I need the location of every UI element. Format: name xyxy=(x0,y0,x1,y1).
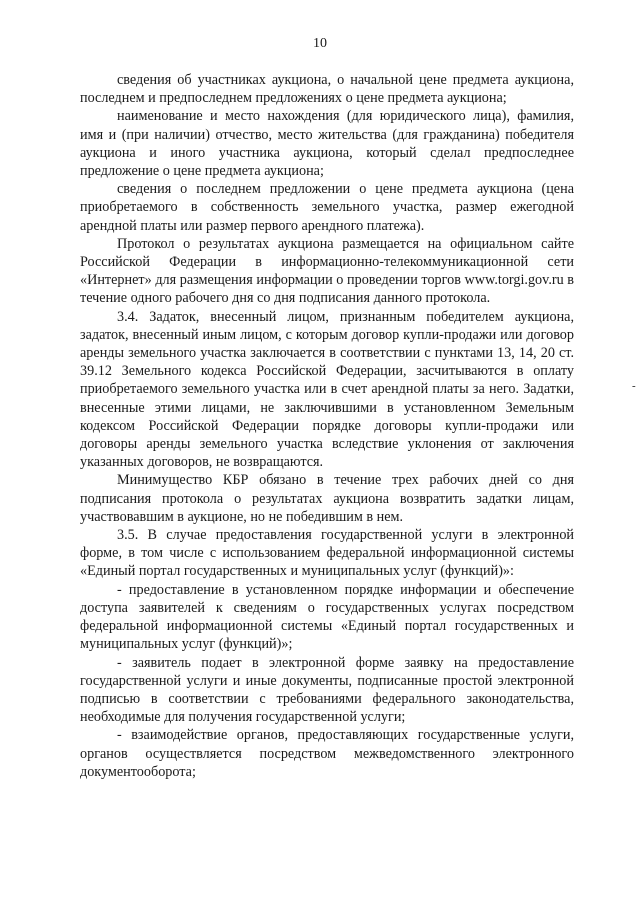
paragraph-winner-details: наименование и место нахождения (для юридического лица), фамилия, имя и (при наличии) отчество, место жительства (для гражданина) победителя аукциона и иного участника аукциона, который сделал предпоследнее предложение о цене предмета аукциона; xyxy=(80,108,574,180)
paragraph-deposit-return: Минимущество КБР обязано в течение трех рабочих дней со дня подписания протокола о результатах аукциона возвратить задатки лицам, участвовавшим в аукционе, но не победившим в нем. xyxy=(80,472,574,525)
scan-edge-mark: - xyxy=(632,380,636,392)
page-number: 10 xyxy=(313,36,327,51)
paragraph-last-price-offer: сведения о последнем предложении о цене предмета аукциона (цена приобретаемого в собственность земельного участка, размер ежегодной арендной платы или размер первого арендного платежа). xyxy=(80,181,574,234)
paragraph-protocol-publication: Протокол о результатах аукциона размещается на официальном сайте Российской Федерации в информационно-телекоммуникационной сети «Интернет» для размещения информации о проведении торгов www.torgi.gov.ru в течение одного рабочего дня со дня подписания данного протокола. xyxy=(80,235,574,307)
list-item-interagency-document-flow: - взаимодействие органов, предоставляющих государственные услуги, органов осуществляется посредством межведомственного электронного документооборота; xyxy=(80,727,574,780)
paragraph-auction-participants-info: сведения об участниках аукциона, о начальной цене предмета аукциона, последнем и предпоследнем предложениях о цене предмета аукциона; xyxy=(80,72,574,107)
paragraph-section-3-4-deposit: 3.4. Задаток, внесенный лицом, признанным победителем аукциона, задаток, внесенный иным лицом, с которым договор купли-продажи или договор аренды земельного участка заключается в соответствии с пунктами 13, 14, 20 ст. 39.12 Земельного кодекса Российской Федерации, засчитываются в оплату приобретаемого земельного участка или в счет арендной платы за него. Задатки, внесенные этими лицами, не заключившими в установленном Земельным кодексом Российской Федерации порядке договоры купли-продажи или договоры аренды земельного участка вследствие уклонения от заключения указанных договоров, не возвращаются. xyxy=(80,308,574,471)
paragraph-section-3-5-electronic-service: 3.5. В случае предоставления государственной услуги в электронной форме, в том числе с использованием федеральной информационной системы «Единый портал государственных и муниципальных услуг (функций)»: xyxy=(80,527,574,580)
list-item-information-access: - предоставление в установленном порядке информации и обеспечение доступа заявителей к сведениям о государственных услугах посредством федеральной информационной системы «Единый портал государственных и муниципальных услуг (функций)»; xyxy=(80,581,574,653)
document-body xyxy=(80,71,574,781)
list-item-electronic-application: - заявитель подает в электронной форме заявку на предоставление государственной услуги и иные документы, подписанные простой электронной подписью в соответствии с требованиями федерального законодательства, необходимые для получения государственной услуги; xyxy=(80,654,574,726)
